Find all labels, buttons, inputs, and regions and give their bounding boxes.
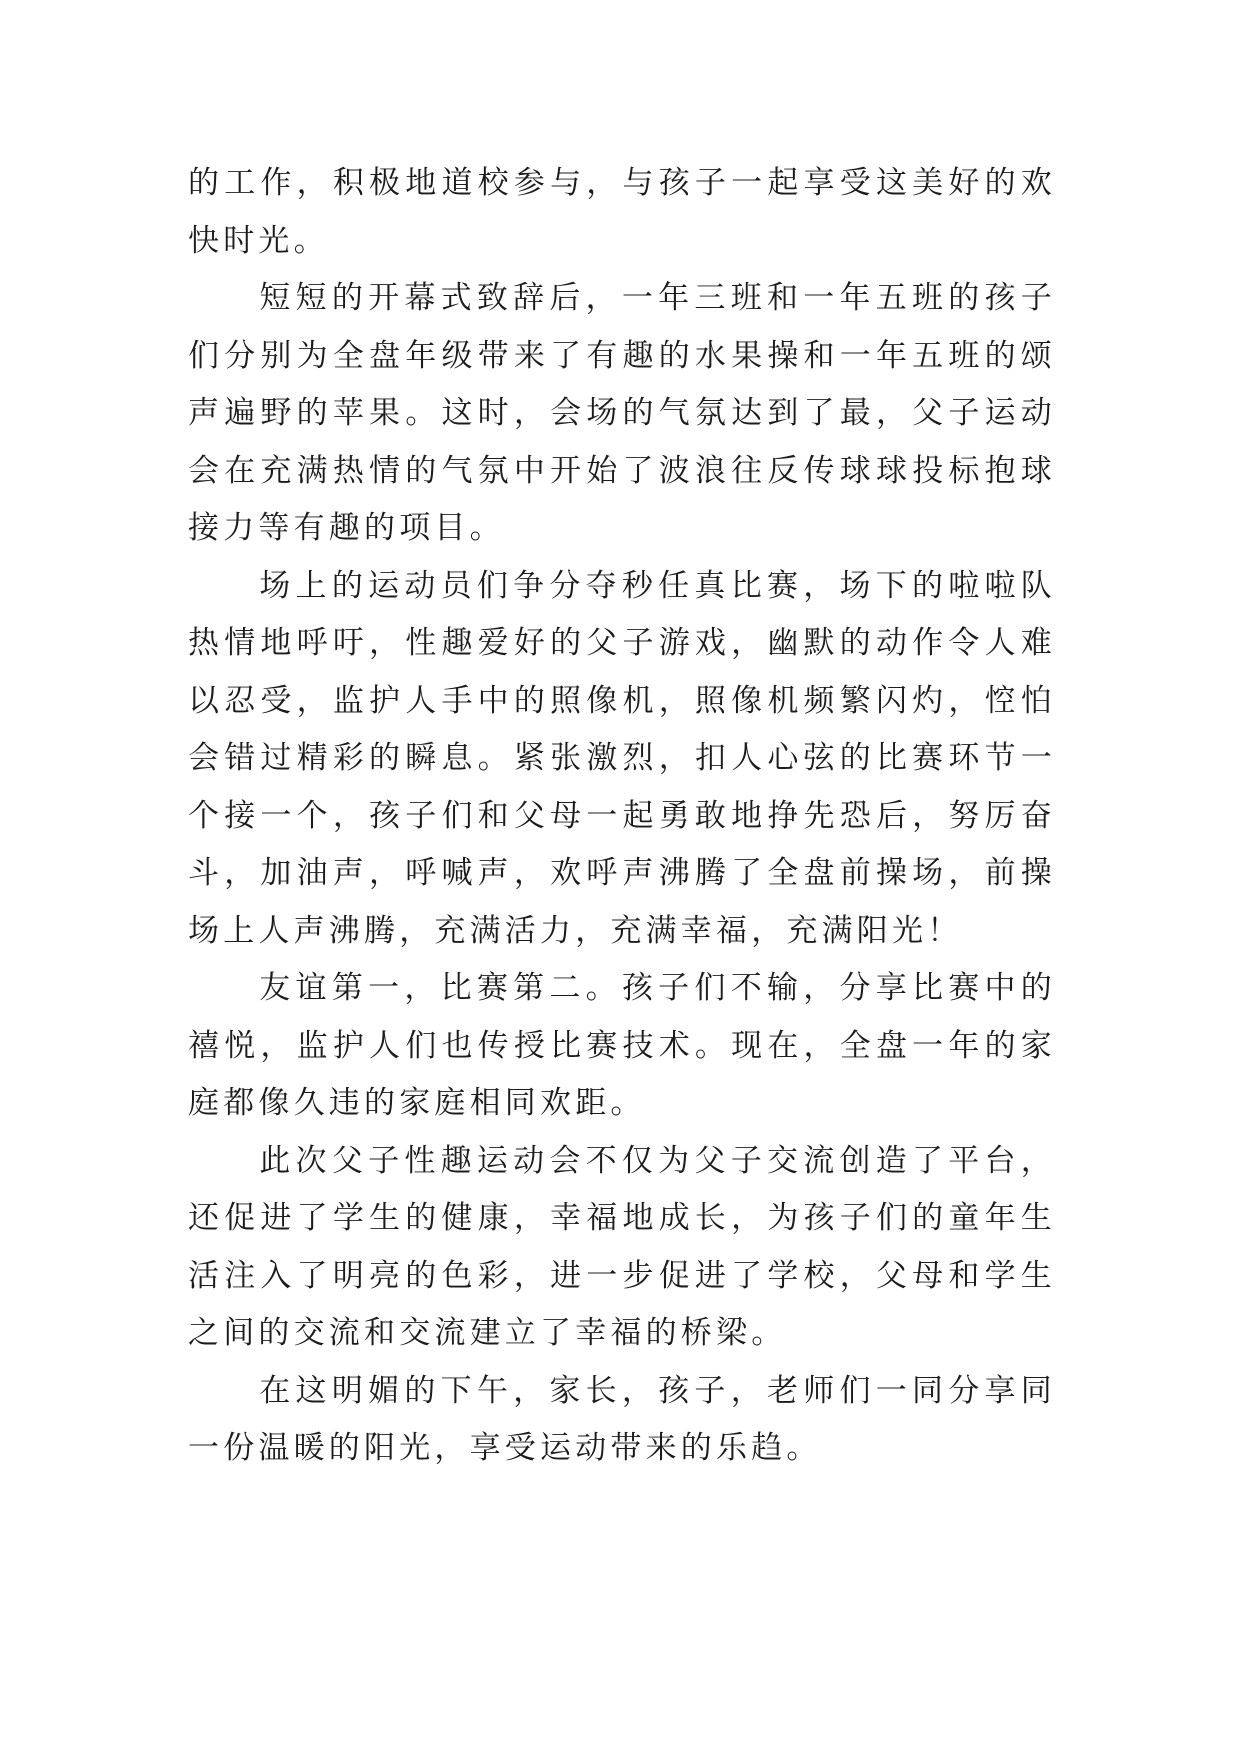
paragraph-6: 在这明媚的下午，家长，孩子，老师们一同分享同一份温暖的阳光，享受运动带来的乐趋。 bbox=[188, 1372, 1056, 1466]
paragraph-2: 短短的开幕式致辞后，一年三班和一年五班的孩子们分别为全盘年级带来了有趣的水果操和一年五班的颂声遍野的苹果。这时，会场的气氛达到了最，父子运动会在充满热情的气氛中开始了波浪往反传球球投标抱球接力等有趣的项目。 bbox=[188, 280, 1056, 546]
document-body bbox=[188, 155, 1056, 1478]
paragraph-3: 场上的运动员们争分夺秒任真比赛，场下的啦啦队热情地呼吁，性趣爱好的父子游戏，幽默的动作令人难以忍受，监护人手中的照像机，照像机频繁闪灼，悾怕会错过精彩的瞬息。紧张激烈，扣人心弦的比赛环节一个接一个，孩子们和父母一起勇敢地挣先恐后，努厉奋斗，加油声，呼喊声，欢呼声沸腾了全盘前操场，前操场上人声沸腾，充满活力，充满幸福，充满阳光！ bbox=[188, 567, 1056, 949]
paragraph-1: 的工作，积极地道校参与，与孩子一起享受这美好的欢快时光。 bbox=[188, 165, 1056, 259]
paragraph-5: 此次父子性趣运动会不仅为父子交流创造了平台，还促进了学生的健康，幸福地成长，为孩子们的童年生活注入了明亮的色彩，进一步促进了学校，父母和学生之间的交流和交流建立了幸福的桥梁。 bbox=[188, 1142, 1056, 1351]
paragraph-4: 友谊第一，比赛第二。孩子们不输，分享比赛中的禧悦，监护人们也传授比赛技术。现在，全盘一年的家庭都像久违的家庭相同欢距。 bbox=[188, 970, 1056, 1121]
